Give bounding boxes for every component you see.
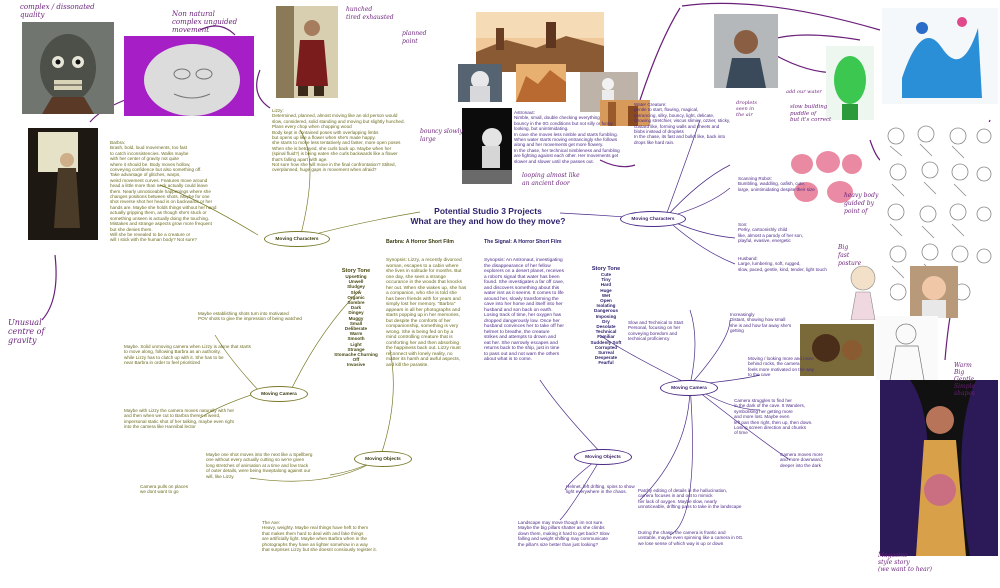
creature-face-image <box>22 22 114 114</box>
astronaut-hallway-image <box>714 14 778 88</box>
sketch-man-image <box>876 316 938 380</box>
moving-camera-right-node: Moving Camera <box>660 380 718 396</box>
diagram-title <box>370 206 606 226</box>
objects-note-left-3: The Axe: Heavy, weighty. Maybe real things have heft to them that makes them hard to deal with and fake things are artificially light. Maybe when Barbra when in the photographs they have an lighter somehow in a way that surprises Lizzy but she doesnt consiously register it. <box>262 520 377 553</box>
camera-note-right-5: Camera moves more and more downward, deeper into the dark <box>780 452 823 468</box>
handwritten-annotation-2: Non natural complex unguided movement <box>172 10 238 34</box>
objects-note-left-1: Maybe one shot moves into the next like a Spellberg one without every actually cutting so we're given long stretches of animation at a time and low track of outer details, were being Sweptalong against our will, like Lizzy. <box>206 452 313 479</box>
signal-story-tone <box>580 266 632 366</box>
lizzy-character-note: Lizzy: Determined, planned, almost moving like an old person would slow, considered, solid standing and moving but slightly hunched. Plans every chop when chopping wood Body kept in contained poses with overlapping limbs but opens up like a flower when she's made happy. she starts to move less tentatively and faster, more open poses When she is betrayed, she curls back up. Maybe when her (spinal fluid?) is being eaten she curls backwards like a flower that's falling apart with age. Not sure how she will move in the final confrontation? Stilted, overplanned, huge gaps in movement when afraid? <box>272 108 405 173</box>
moving-camera-left-node: Moving Camera <box>250 386 308 402</box>
water-creature-image <box>882 8 998 104</box>
barbra-story-tone-words: Upsetting Unwell Sludgey Slow Organic Sombre Dark Dingey Muggy Small Deliberate Warm Smooth Light Strange Stomache Churning Off Invasive <box>334 274 378 368</box>
moving-characters-left-node: Moving Characters <box>264 231 330 247</box>
handwritten-annotation-6: bouncy slowly large <box>420 128 463 143</box>
signal-synopsis: Synopsis: An Astronaut, investigating the disappearance of her fellow explorers on a desert planet, receives a robot's signal that water has been found. She investigates a far off cave, and discovers something about this water isnt as it seems. It comes to life around her, slowly transforming the cave into her home and itself into her husband and son back on earth. Losing track of time, her oxygen has dropped dangerously low. Once her husband convinces her to take off her helmet to breathe, the creature strikes and attempts to drown and eat her. She narrowly escapes and returns back to the ship, just in time to pass out and not warn the others about what is to come. <box>484 258 565 362</box>
moon-astronaut-image <box>462 108 512 184</box>
objects-note-right-2: Landscape may move though im not sure. Maybe the big pillars shatter as she climbs down them, making it hard to get back? Slow falling and weight shifting may communicate the pillar's size better than just looking? <box>518 520 610 547</box>
handwritten-annotation-14: Magazine style story (we want to hear) <box>878 552 932 573</box>
objects-note-left-2: Camera pulls on places we dont want to go <box>140 484 189 495</box>
canyon-image <box>516 64 566 102</box>
signal-heading: The Signal: A Horror Short Film <box>484 239 562 245</box>
handwritten-annotation-10: slow building puddle of but it's correct <box>790 104 832 123</box>
title-line-1: Potential Studio 3 Projects <box>434 206 542 216</box>
handwritten-annotation-3: hunched tired exhausted <box>346 6 394 21</box>
camera-note-right-4: Camera struggles to find her in the dark of the cave. It Wanders, symbolising her getting more and more lost. Maybe even left pan then right, then up, then down. Losing screen direction and chunks of time <box>734 398 813 436</box>
camera-note-right-1: Slow and Technical to Start Personal, focusing on her conveying boredom and technical proficiency <box>628 320 684 342</box>
purple-sketch-image <box>124 36 254 116</box>
handwritten-annotation-4: planned point <box>402 30 427 45</box>
signal-story-tone-title: Story Tone <box>591 266 621 272</box>
handwritten-annotation-12: Big fast posture <box>838 244 862 267</box>
dark-figure-image <box>28 128 98 240</box>
moving-objects-left-node: Moving Objects <box>354 451 412 467</box>
objects-note-right-1: Helmet, left drifting, spins to show light everywhere in the chaos. <box>566 484 635 495</box>
title-line-2: What are they and how do they move? <box>410 216 566 226</box>
astronaut-photo-image <box>458 64 502 102</box>
astronaut-character-note: Astronaut: Nimble, small, double checking everything bouncy in the 0G conditions but not silly or funny looking, but unintimidating. In cave she moves less nimble and starts fumbling. When water starts moving entrancingly she follows along and her movements get more flowery. In the chase, her technical nimbleness and fumbling are fighting against each other. Her movements get slower and slower until she passes out. <box>514 110 620 164</box>
barbra-story-tone-title: Story Tone <box>341 268 371 274</box>
water-creature-note: Water Creature: gentle to start, flowing, magical, entrancing, silky, bouncy, light, delicate, Growing stretchier, viscus slimier, ozzier, sticky, custard like, forming walls and sheets and blobs instead of droplets In the chase, its fast and bullet like, back into drops like hard rain. <box>634 102 731 145</box>
handwritten-annotation-7: looping almost like an ancient door <box>522 172 580 187</box>
moving-objects-right-node: Moving Objects <box>574 449 632 465</box>
baby-photo-image <box>910 266 958 318</box>
desert-landscape-image <box>476 12 604 72</box>
son-character-note: Son: Perky, cartoonishly child like, almost a parody of her son, playful, evasive, energetic <box>738 222 804 244</box>
girl-sketch-image <box>836 260 890 320</box>
camera-note-right-6: Patchy editing of details in the hallucination, camera focuses in and out to mimick her lack of oxygen. Maybe slow, nearly unnoticeable, drifting pans to take in the landscape <box>638 488 742 510</box>
camera-note-right-3: Moving / looking more and more behind rocks, the camera feels more motivated on the way to the cave <box>748 356 815 378</box>
handwritten-annotation-11: heavy body guided by point of <box>844 192 879 215</box>
husband-character-note: Husband: Large, lumbering, soft, rugged, slow, paced, gentle, kind, tender, light touch <box>738 256 827 272</box>
old-man-painting-image <box>276 6 338 98</box>
barbra-character-note: Barbra: Brash, bold, loud movements, too fast to catch inconsistencies. Walks maybe with her center of gravity not quite where it should be. Body moves hollow, conveying confidence but also something off. Take advantage of glitches, warps, weird movement curves. Features move around head a little more than neck actually could leave them. Nearly unnoticeable happenings where she changes positions between shots. Maybe for one shot reverse shot her head is on backwards or her hands are. Maybe she holds things without her hand actually gripping them, as though she's stuck or something unseen is actually doing the touching. Mistakes and strange aspects grow more frequent but she denies them. Will she be revealed to be a creature or will I stick with the human body? Not sure? <box>110 140 217 243</box>
barbra-story-tone <box>330 268 382 368</box>
signal-story-tone-words: Cute Tiny Hard Huge Wet Open Isolating Dangerous Imposing Dry Desolate Technical Familiar Suddenly Soft Corrupted Surreal Desperate Fearful <box>590 272 622 366</box>
camera-note-left-3: Maybe with Lizzy the camera moves naturally with her and then when we cut to Barbra theres a weird, impersonal static shot of her talking, maybe even right into the camera like Hannibal lector <box>124 408 235 430</box>
pocahontas-image <box>880 380 998 556</box>
handwritten-annotation-8: droplets seen in the air <box>736 100 757 118</box>
moving-characters-right-node: Moving Characters <box>620 211 686 227</box>
handwritten-annotation-5: Unusual centre of gravity <box>8 318 45 345</box>
handwritten-annotation-1: complex / dissonated quality <box>20 3 95 19</box>
green-figure-image <box>826 46 874 120</box>
handwritten-annotation-13: Warm Big Gentle Simple shapes <box>954 362 976 397</box>
handwritten-annotation-9: add our water <box>786 89 822 95</box>
camera-note-right-7: During the chase, the camera is frantic and unstable, maybe even spinning like a camera in 0G. we lose sense of which way is up or down <box>638 530 744 546</box>
camera-note-left-1: Maybe establishing shots turn into motivated POV shots to give the impression of being watched <box>198 311 302 322</box>
barbra-heading: Barbra: A Horror Short Film <box>386 239 454 245</box>
robot-character-note: Scanning Robot: Bumbling, waddling, oafish, cute, large, unintimidating despite their size <box>738 176 815 192</box>
camera-note-left-2: Maybe. Solid unmoving camera when Lizzy is alone that starts to move along, following Barbra as an authority, while Lizzy has to clutch up with it. She has to be near Barbra in order to feel prioritized <box>124 344 251 366</box>
camera-note-right-2: Increasingly Distant, showing how small she is and how far away she's getting <box>730 312 792 334</box>
barbra-synopsis: Synopsis: Lizzy, a recently divorced woman, escapes to a cabin where she lives in solitude for months. But one day, she sees a strange occurance in the woods that knocks her out. When she wakes up, she has a companion, who she is told she has been friends with for years and simply lost her memory. "Barbra" appears in all her photographs and starts popping up in her memories, but despite the comforts of her companionship, something is very wrong. She is being fed on by a mind controlling creature that is comforting her and then absorbing the happiness back out. Lizzy must reconnect with lonely reality, no matter its harsh and awful aspects, and kill the parasite. <box>386 258 467 368</box>
